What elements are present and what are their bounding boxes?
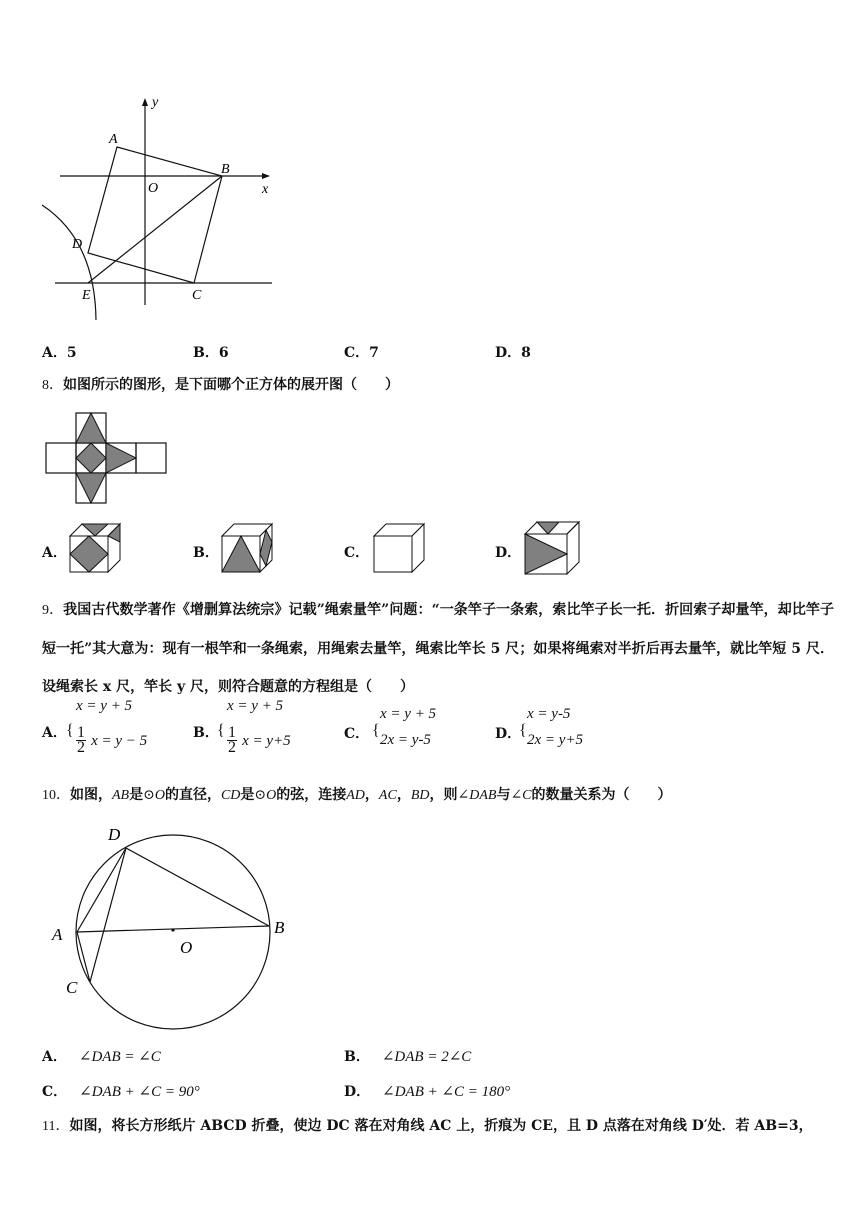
label-E: E (82, 288, 91, 303)
q7-coordinate-figure (38, 88, 288, 328)
q10-circle-figure (45, 818, 295, 1038)
q9-option-a[interactable]: A． { x = y + 5 $\frac{1}{2}$ x = y − 5 (42, 698, 148, 756)
q8-cube-b[interactable] (220, 522, 276, 574)
q7-option-d[interactable]: D．8 (495, 345, 531, 361)
label-x: x (262, 182, 269, 197)
q10-stem: 10．如图，AB是⊙O的直径，CD是⊙O的弦，连接AD，AC，BD，则∠DAB与∠C的数量关系为（ ） (42, 787, 672, 803)
label-O: O (180, 938, 193, 957)
label-B: B (274, 918, 285, 937)
q10-option-d[interactable]: D． ∠DAB + ∠C = 180° (344, 1084, 511, 1100)
q8-cube-c[interactable] (372, 522, 428, 574)
q8-cube-d[interactable] (523, 520, 583, 576)
q8-option-a[interactable]: A． (42, 545, 67, 561)
q7-option-c[interactable]: C．7 (344, 345, 379, 361)
label-C: C (66, 978, 78, 997)
q10-option-a[interactable]: A． ∠DAB = ∠C (42, 1049, 161, 1065)
label-B: B (221, 162, 230, 177)
q9-stem: 9．我国古代数学著作《增删算法统宗》记载”绳索量竿”问题：“一条竿子一条索，索比竿子长一托．折回索子却量竿，却比竿子短一托”其大意为：现有一根竿和一条绳索，用绳索去量竿，绳索比竿长 5 尺；如果将绳索对半折后再去量竿，就比竿短 5 尺．设绳索长 x 尺，竿长 y 尺，则符合题意的方程组是（ ） (42, 602, 835, 695)
q8-option-c[interactable]: C． (344, 545, 370, 561)
label-D: D (108, 825, 121, 844)
q8-cube-net-figure (44, 410, 168, 506)
label-D: D (72, 237, 83, 252)
q11-stem: 11．如图，将长方形纸片 ABCD 折叠，使边 DC 落在对角线 AC 上，折痕为 CE，且 D 点落在对角线 D′处．若 AB=3， (42, 1118, 813, 1134)
q9-option-b[interactable]: B． { x = y + 5 $\frac{1}{2}$ x = y+5 (193, 698, 291, 756)
q9-option-c[interactable]: C． { x = y + 5 2x = y-5 (344, 706, 437, 748)
q8-stem: 8．如图所示的图形，是下面哪个正方体的展开图（ ） (42, 377, 399, 393)
q10-option-c[interactable]: C． ∠DAB + ∠C = 90° (42, 1084, 200, 1100)
q10-option-b[interactable]: B． ∠DAB = 2∠C (344, 1049, 472, 1065)
q9-option-d[interactable]: D． { x = y-5 2x = y+5 (495, 706, 584, 748)
q7-option-b[interactable]: B．6 (193, 345, 229, 361)
q8-option-b[interactable]: B． (193, 545, 219, 561)
q8-cube-a[interactable] (68, 522, 124, 574)
label-C: C (192, 288, 202, 303)
label-y: y (152, 95, 159, 110)
q7-option-a[interactable]: A．5 (42, 345, 77, 361)
label-A: A (52, 925, 63, 944)
q8-option-d[interactable]: D． (495, 545, 522, 561)
label-O: O (148, 181, 159, 196)
label-A: A (109, 132, 118, 147)
